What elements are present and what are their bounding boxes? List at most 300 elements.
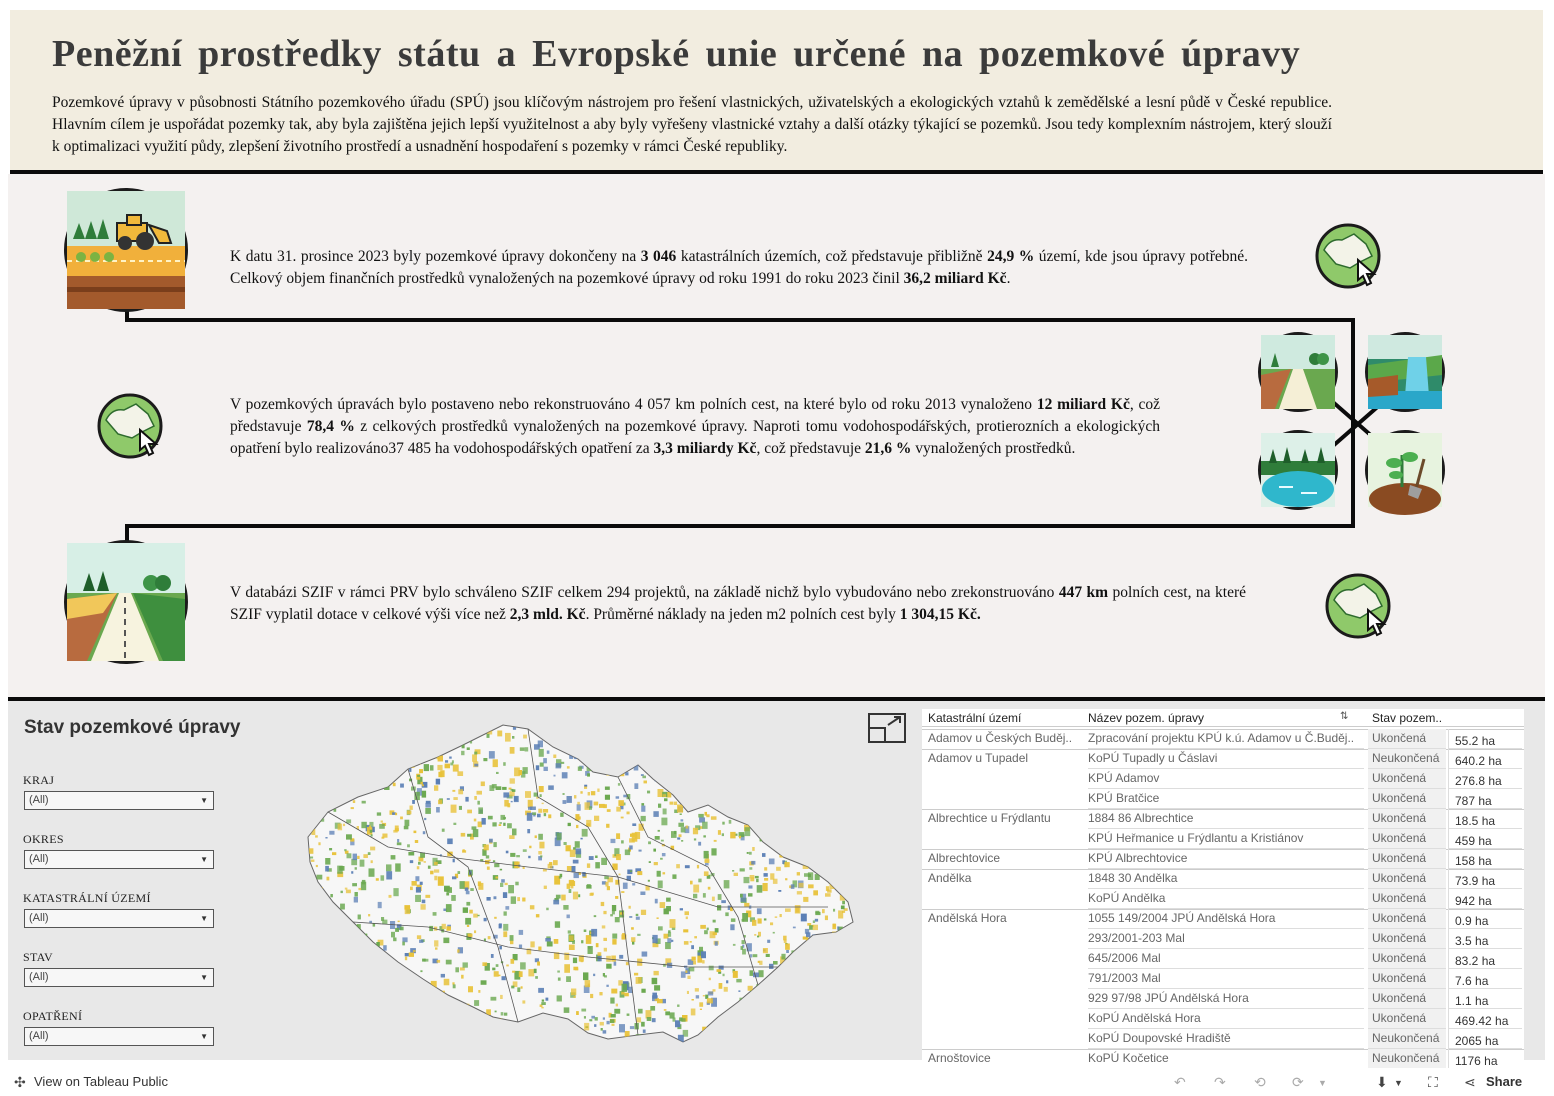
map-parcel[interactable] xyxy=(299,1015,301,1017)
map-parcel[interactable] xyxy=(334,809,337,812)
map-parcel[interactable] xyxy=(671,831,677,838)
map-parcel[interactable] xyxy=(539,786,544,792)
map-parcel[interactable] xyxy=(461,833,466,837)
map-parcel[interactable] xyxy=(348,1020,352,1024)
map-parcel[interactable] xyxy=(364,724,368,726)
map-parcel[interactable] xyxy=(477,801,480,805)
map-parcel[interactable] xyxy=(297,724,302,730)
map-parcel[interactable] xyxy=(493,860,495,862)
map-parcel[interactable] xyxy=(441,974,445,978)
map-parcel[interactable] xyxy=(449,999,453,1004)
map-parcel[interactable] xyxy=(564,1007,570,1013)
map-parcel[interactable] xyxy=(848,883,852,889)
map-parcel[interactable] xyxy=(857,752,862,757)
map-parcel[interactable] xyxy=(611,956,616,962)
map-parcel[interactable] xyxy=(587,863,590,868)
map-parcel[interactable] xyxy=(694,838,696,840)
map-parcel[interactable] xyxy=(511,896,516,904)
map-parcel[interactable] xyxy=(548,864,553,869)
map-parcel[interactable] xyxy=(748,893,753,896)
map-parcel[interactable] xyxy=(729,820,732,824)
map-parcel[interactable] xyxy=(514,1025,519,1028)
map-parcel[interactable] xyxy=(523,867,525,869)
map-parcel[interactable] xyxy=(783,765,786,768)
map-parcel[interactable] xyxy=(677,760,681,765)
map-parcel[interactable] xyxy=(841,906,845,910)
map-parcel[interactable] xyxy=(358,935,364,942)
map-parcel[interactable] xyxy=(664,908,669,914)
map-parcel[interactable] xyxy=(357,784,361,788)
map-parcel[interactable] xyxy=(391,932,395,938)
map-parcel[interactable] xyxy=(574,996,576,998)
map-parcel[interactable] xyxy=(295,1025,299,1029)
map-parcel[interactable] xyxy=(544,767,548,771)
map-parcel[interactable] xyxy=(678,1035,684,1044)
map-parcel[interactable] xyxy=(773,755,778,760)
map-parcel[interactable] xyxy=(819,792,823,795)
map-parcel[interactable] xyxy=(652,1040,656,1045)
map-parcel[interactable] xyxy=(653,722,656,724)
map-parcel[interactable] xyxy=(718,894,722,900)
map-parcel[interactable] xyxy=(330,974,334,977)
map-parcel[interactable] xyxy=(430,765,434,770)
map-parcel[interactable] xyxy=(719,966,724,970)
map-parcel[interactable] xyxy=(831,817,835,820)
map-parcel[interactable] xyxy=(654,985,660,990)
revert-icon[interactable]: ⟲ xyxy=(1254,1074,1266,1090)
map-parcel[interactable] xyxy=(603,736,608,742)
map-parcel[interactable] xyxy=(624,727,628,733)
map-parcel[interactable] xyxy=(447,1036,449,1039)
map-parcel[interactable] xyxy=(543,758,547,763)
map-parcel[interactable] xyxy=(511,801,513,802)
map-parcel[interactable] xyxy=(392,726,397,733)
filter-opatreni-select[interactable] xyxy=(24,1027,214,1046)
map-parcel[interactable] xyxy=(834,985,838,990)
map-parcel[interactable] xyxy=(827,889,832,892)
map-parcel[interactable] xyxy=(457,949,459,952)
map-parcel[interactable] xyxy=(780,740,786,748)
map-parcel[interactable] xyxy=(424,1013,428,1019)
map-parcel[interactable] xyxy=(590,994,593,998)
map-parcel[interactable] xyxy=(568,930,571,933)
map-parcel[interactable] xyxy=(833,924,836,927)
map-parcel[interactable] xyxy=(312,944,316,948)
map-parcel[interactable] xyxy=(734,744,737,747)
map-parcel[interactable] xyxy=(821,803,823,806)
map-parcel[interactable] xyxy=(718,791,724,799)
map-parcel[interactable] xyxy=(315,897,320,903)
map-parcel[interactable] xyxy=(336,760,341,767)
map-parcel[interactable] xyxy=(504,911,507,915)
map-parcel[interactable] xyxy=(473,1017,478,1024)
map-parcel[interactable] xyxy=(453,797,457,800)
map-parcel[interactable] xyxy=(446,926,451,930)
map-parcel[interactable] xyxy=(590,893,594,896)
map-parcel[interactable] xyxy=(649,726,654,732)
map-parcel[interactable] xyxy=(828,867,832,870)
map-parcel[interactable] xyxy=(340,1004,342,1007)
map-parcel[interactable] xyxy=(567,848,569,850)
map-parcel[interactable] xyxy=(796,977,799,979)
map-parcel[interactable] xyxy=(520,747,525,751)
map-parcel[interactable] xyxy=(325,1003,327,1006)
map-parcel[interactable] xyxy=(321,1003,324,1006)
map-parcel[interactable] xyxy=(558,978,561,981)
map-parcel[interactable] xyxy=(612,905,616,911)
map-parcel[interactable] xyxy=(823,998,828,1002)
map-parcel[interactable] xyxy=(345,955,348,958)
map-parcel[interactable] xyxy=(589,735,594,742)
map-parcel[interactable] xyxy=(813,890,818,895)
map-parcel[interactable] xyxy=(724,880,730,888)
map-parcel[interactable] xyxy=(604,729,610,734)
map-parcel[interactable] xyxy=(641,1022,645,1027)
map-parcel[interactable] xyxy=(740,868,745,871)
map-parcel[interactable] xyxy=(658,926,663,930)
map-parcel[interactable] xyxy=(852,1020,855,1022)
map-parcel[interactable] xyxy=(610,998,614,1004)
map-parcel[interactable] xyxy=(555,726,557,728)
map-parcel[interactable] xyxy=(657,871,661,877)
map-parcel[interactable] xyxy=(722,833,724,836)
map-parcel[interactable] xyxy=(296,923,300,928)
map-parcel[interactable] xyxy=(619,751,622,755)
map-parcel[interactable] xyxy=(512,829,517,836)
map-parcel[interactable] xyxy=(500,1020,505,1025)
map-parcel[interactable] xyxy=(721,798,724,801)
map-parcel[interactable] xyxy=(430,871,433,875)
map-parcel[interactable] xyxy=(699,1002,703,1007)
czech-map[interactable] xyxy=(288,717,858,1047)
map-parcel[interactable] xyxy=(294,842,299,849)
map-parcel[interactable] xyxy=(395,813,397,816)
map-parcel[interactable] xyxy=(686,917,688,920)
map-parcel[interactable] xyxy=(629,906,631,909)
map-parcel[interactable] xyxy=(311,860,315,862)
map-parcel[interactable] xyxy=(670,919,676,928)
map-parcel[interactable] xyxy=(338,824,343,831)
map-parcel[interactable] xyxy=(543,809,548,813)
table-row[interactable] xyxy=(922,789,1524,809)
map-parcel[interactable] xyxy=(435,1026,438,1028)
map-parcel[interactable] xyxy=(359,938,363,941)
map-parcel[interactable] xyxy=(468,986,473,992)
map-parcel[interactable] xyxy=(452,790,455,792)
map-parcel[interactable] xyxy=(785,768,788,772)
map-parcel[interactable] xyxy=(839,753,842,755)
map-parcel[interactable] xyxy=(764,867,767,870)
map-parcel[interactable] xyxy=(572,866,576,872)
map-parcel[interactable] xyxy=(829,725,832,728)
map-parcel[interactable] xyxy=(625,772,628,775)
map-parcel[interactable] xyxy=(821,856,825,858)
map-parcel[interactable] xyxy=(853,904,856,907)
map-parcel[interactable] xyxy=(443,1046,448,1054)
map-parcel[interactable] xyxy=(438,747,444,752)
map-parcel[interactable] xyxy=(791,950,796,955)
map-parcel[interactable] xyxy=(385,1029,390,1036)
map-parcel[interactable] xyxy=(318,984,324,989)
map-parcel[interactable] xyxy=(295,867,301,871)
map-parcel[interactable] xyxy=(828,975,832,978)
map-parcel[interactable] xyxy=(792,965,798,970)
map-parcel[interactable] xyxy=(678,727,683,732)
map-parcel[interactable] xyxy=(548,1031,552,1037)
map-parcel[interactable] xyxy=(291,758,296,762)
map-parcel[interactable] xyxy=(488,816,493,820)
map-parcel[interactable] xyxy=(292,1000,297,1007)
map-parcel[interactable] xyxy=(823,800,826,803)
map-parcel[interactable] xyxy=(742,913,748,922)
map-parcel[interactable] xyxy=(670,756,676,760)
map-parcel[interactable] xyxy=(297,894,301,900)
map-parcel[interactable] xyxy=(362,934,367,942)
map-parcel[interactable] xyxy=(606,824,609,828)
map-parcel[interactable] xyxy=(316,875,322,880)
map-parcel[interactable] xyxy=(325,866,329,872)
map-parcel[interactable] xyxy=(461,751,464,755)
map-parcel[interactable] xyxy=(400,817,403,820)
map-parcel[interactable] xyxy=(661,818,667,826)
map-parcel[interactable] xyxy=(813,734,818,739)
map-parcel[interactable] xyxy=(813,783,816,787)
map-parcel[interactable] xyxy=(302,892,304,895)
map-parcel[interactable] xyxy=(493,842,496,847)
map-parcel[interactable] xyxy=(407,811,412,815)
map-parcel[interactable] xyxy=(484,918,487,921)
map-parcel[interactable] xyxy=(612,911,615,915)
map-parcel[interactable] xyxy=(763,948,768,953)
table-row[interactable] xyxy=(922,949,1524,969)
map-parcel[interactable] xyxy=(849,954,853,959)
map-parcel[interactable] xyxy=(539,749,544,757)
map-parcel[interactable] xyxy=(412,758,415,760)
map-parcel[interactable] xyxy=(831,832,836,836)
map-parcel[interactable] xyxy=(622,984,628,992)
map-parcel[interactable] xyxy=(753,1009,759,1017)
map-parcel[interactable] xyxy=(668,723,673,727)
map-parcel[interactable] xyxy=(706,744,710,747)
map-parcel[interactable] xyxy=(631,937,635,942)
map-parcel[interactable] xyxy=(321,797,324,800)
map-parcel[interactable] xyxy=(708,991,713,995)
map-parcel[interactable] xyxy=(654,971,659,975)
map-parcel[interactable] xyxy=(505,733,511,742)
map-parcel[interactable] xyxy=(688,764,693,767)
map-parcel[interactable] xyxy=(344,761,348,766)
map-parcel[interactable] xyxy=(802,856,806,859)
map-parcel[interactable] xyxy=(425,803,431,808)
map-parcel[interactable] xyxy=(695,746,699,752)
map-parcel[interactable] xyxy=(681,840,683,842)
map-parcel[interactable] xyxy=(358,915,361,920)
map-parcel[interactable] xyxy=(433,912,437,916)
map-parcel[interactable] xyxy=(465,719,471,723)
map-parcel[interactable] xyxy=(747,1000,751,1003)
map-parcel[interactable] xyxy=(449,757,452,759)
map-parcel[interactable] xyxy=(578,1044,584,1052)
map-parcel[interactable] xyxy=(478,807,483,814)
map-parcel[interactable] xyxy=(744,903,749,907)
map-parcel[interactable] xyxy=(679,834,682,837)
map-parcel[interactable] xyxy=(409,953,414,957)
map-parcel[interactable] xyxy=(606,964,611,969)
map-parcel[interactable] xyxy=(630,870,632,872)
map-parcel[interactable] xyxy=(806,981,809,986)
map-parcel[interactable] xyxy=(578,894,580,897)
map-parcel[interactable] xyxy=(417,866,420,869)
map-parcel[interactable] xyxy=(328,1027,331,1030)
map-parcel[interactable] xyxy=(462,850,466,853)
map-parcel[interactable] xyxy=(667,1040,670,1043)
map-parcel[interactable] xyxy=(840,985,845,989)
map-parcel[interactable] xyxy=(407,990,409,994)
map-parcel[interactable] xyxy=(677,805,683,813)
map-parcel[interactable] xyxy=(347,921,349,924)
map-parcel[interactable] xyxy=(538,809,542,813)
map-parcel[interactable] xyxy=(416,887,421,893)
map-parcel[interactable] xyxy=(811,983,813,985)
map-parcel[interactable] xyxy=(295,801,298,806)
map-parcel[interactable] xyxy=(362,763,368,771)
map-parcel[interactable] xyxy=(784,756,788,761)
map-parcel[interactable] xyxy=(482,962,487,966)
map-parcel[interactable] xyxy=(568,823,571,826)
map-parcel[interactable] xyxy=(666,898,671,902)
map-parcel[interactable] xyxy=(564,964,570,973)
map-parcel[interactable] xyxy=(497,731,502,737)
map-parcel[interactable] xyxy=(467,810,472,814)
share-button[interactable]: Share xyxy=(1486,1074,1523,1089)
map-parcel[interactable] xyxy=(632,742,637,746)
map-parcel[interactable] xyxy=(825,893,831,897)
map-parcel[interactable] xyxy=(435,1012,437,1014)
table-row[interactable] xyxy=(922,829,1524,849)
map-parcel[interactable] xyxy=(297,731,299,734)
map-parcel[interactable] xyxy=(850,947,855,953)
map-parcel[interactable] xyxy=(735,760,738,764)
map-parcel[interactable] xyxy=(445,765,449,768)
map-parcel[interactable] xyxy=(614,760,617,764)
map-parcel[interactable] xyxy=(337,757,341,760)
map-parcel[interactable] xyxy=(308,772,312,778)
map-parcel[interactable] xyxy=(548,814,551,818)
map-parcel[interactable] xyxy=(499,822,502,824)
map-parcel[interactable] xyxy=(749,749,754,756)
map-parcel[interactable] xyxy=(789,987,794,990)
map-parcel[interactable] xyxy=(661,840,664,842)
map-parcel[interactable] xyxy=(350,769,352,770)
map-parcel[interactable] xyxy=(698,879,701,883)
map-parcel[interactable] xyxy=(782,727,786,730)
map-parcel[interactable] xyxy=(631,927,634,930)
map-parcel[interactable] xyxy=(511,986,514,989)
map-parcel[interactable] xyxy=(357,856,360,859)
map-parcel[interactable] xyxy=(371,834,373,836)
map-parcel[interactable] xyxy=(503,924,508,931)
map-parcel[interactable] xyxy=(640,892,645,896)
map-parcel[interactable] xyxy=(719,766,723,771)
map-parcel[interactable] xyxy=(803,832,807,835)
map-parcel[interactable] xyxy=(851,756,854,759)
map-parcel[interactable] xyxy=(536,914,540,917)
map-parcel[interactable] xyxy=(757,818,762,822)
map-parcel[interactable] xyxy=(392,971,394,974)
map-parcel[interactable] xyxy=(352,883,357,886)
map-parcel[interactable] xyxy=(627,1037,631,1043)
map-parcel[interactable] xyxy=(318,842,320,845)
map-parcel[interactable] xyxy=(621,817,624,819)
map-parcel[interactable] xyxy=(845,1005,848,1009)
map-parcel[interactable] xyxy=(707,1033,710,1036)
map-parcel[interactable] xyxy=(457,734,461,739)
map-parcel[interactable] xyxy=(750,954,752,957)
map-parcel[interactable] xyxy=(382,730,385,733)
map-parcel[interactable] xyxy=(704,871,709,876)
map-parcel[interactable] xyxy=(596,765,602,770)
map-parcel[interactable] xyxy=(412,881,417,886)
map-parcel[interactable] xyxy=(776,760,780,764)
map-parcel[interactable] xyxy=(671,940,673,942)
map-parcel[interactable] xyxy=(512,789,516,792)
map-parcel[interactable] xyxy=(595,862,600,868)
map-parcel[interactable] xyxy=(766,954,770,957)
map-parcel[interactable] xyxy=(564,842,567,845)
map-parcel[interactable] xyxy=(304,986,308,991)
map-parcel[interactable] xyxy=(706,757,710,761)
map-parcel[interactable] xyxy=(380,781,384,783)
map-parcel[interactable] xyxy=(315,835,318,837)
map-parcel[interactable] xyxy=(807,1027,809,1028)
map-parcel[interactable] xyxy=(301,1026,303,1029)
map-parcel[interactable] xyxy=(729,738,734,744)
map-parcel[interactable] xyxy=(832,862,838,871)
map-parcel[interactable] xyxy=(482,1027,485,1031)
map-parcel[interactable] xyxy=(725,912,728,916)
map-parcel[interactable] xyxy=(766,1021,770,1024)
map-parcel[interactable] xyxy=(459,806,462,810)
map-parcel[interactable] xyxy=(510,778,515,783)
map-parcel[interactable] xyxy=(589,856,594,860)
map-parcel[interactable] xyxy=(443,938,449,944)
map-parcel[interactable] xyxy=(301,758,305,765)
map-parcel[interactable] xyxy=(641,910,646,915)
map-parcel[interactable] xyxy=(717,905,721,910)
map-parcel[interactable] xyxy=(312,800,316,805)
map-parcel[interactable] xyxy=(567,866,572,871)
map-parcel[interactable] xyxy=(400,755,402,758)
map-parcel[interactable] xyxy=(453,984,456,988)
map-parcel[interactable] xyxy=(809,737,814,744)
map-parcel[interactable] xyxy=(789,967,792,971)
map-parcel[interactable] xyxy=(405,820,410,826)
map-parcel[interactable] xyxy=(740,894,743,898)
map-parcel[interactable] xyxy=(730,924,734,930)
map-parcel[interactable] xyxy=(372,1021,374,1023)
map-parcel[interactable] xyxy=(501,879,505,882)
map-parcel[interactable] xyxy=(660,902,666,908)
map-parcel[interactable] xyxy=(846,847,848,850)
map-parcel[interactable] xyxy=(574,873,579,878)
map-parcel[interactable] xyxy=(325,745,329,750)
map-parcel[interactable] xyxy=(767,940,770,943)
map-parcel[interactable] xyxy=(820,990,826,995)
map-parcel[interactable] xyxy=(643,1030,646,1033)
map-parcel[interactable] xyxy=(767,723,769,725)
map-click-icon[interactable] xyxy=(96,392,168,462)
map-parcel[interactable] xyxy=(380,999,383,1001)
